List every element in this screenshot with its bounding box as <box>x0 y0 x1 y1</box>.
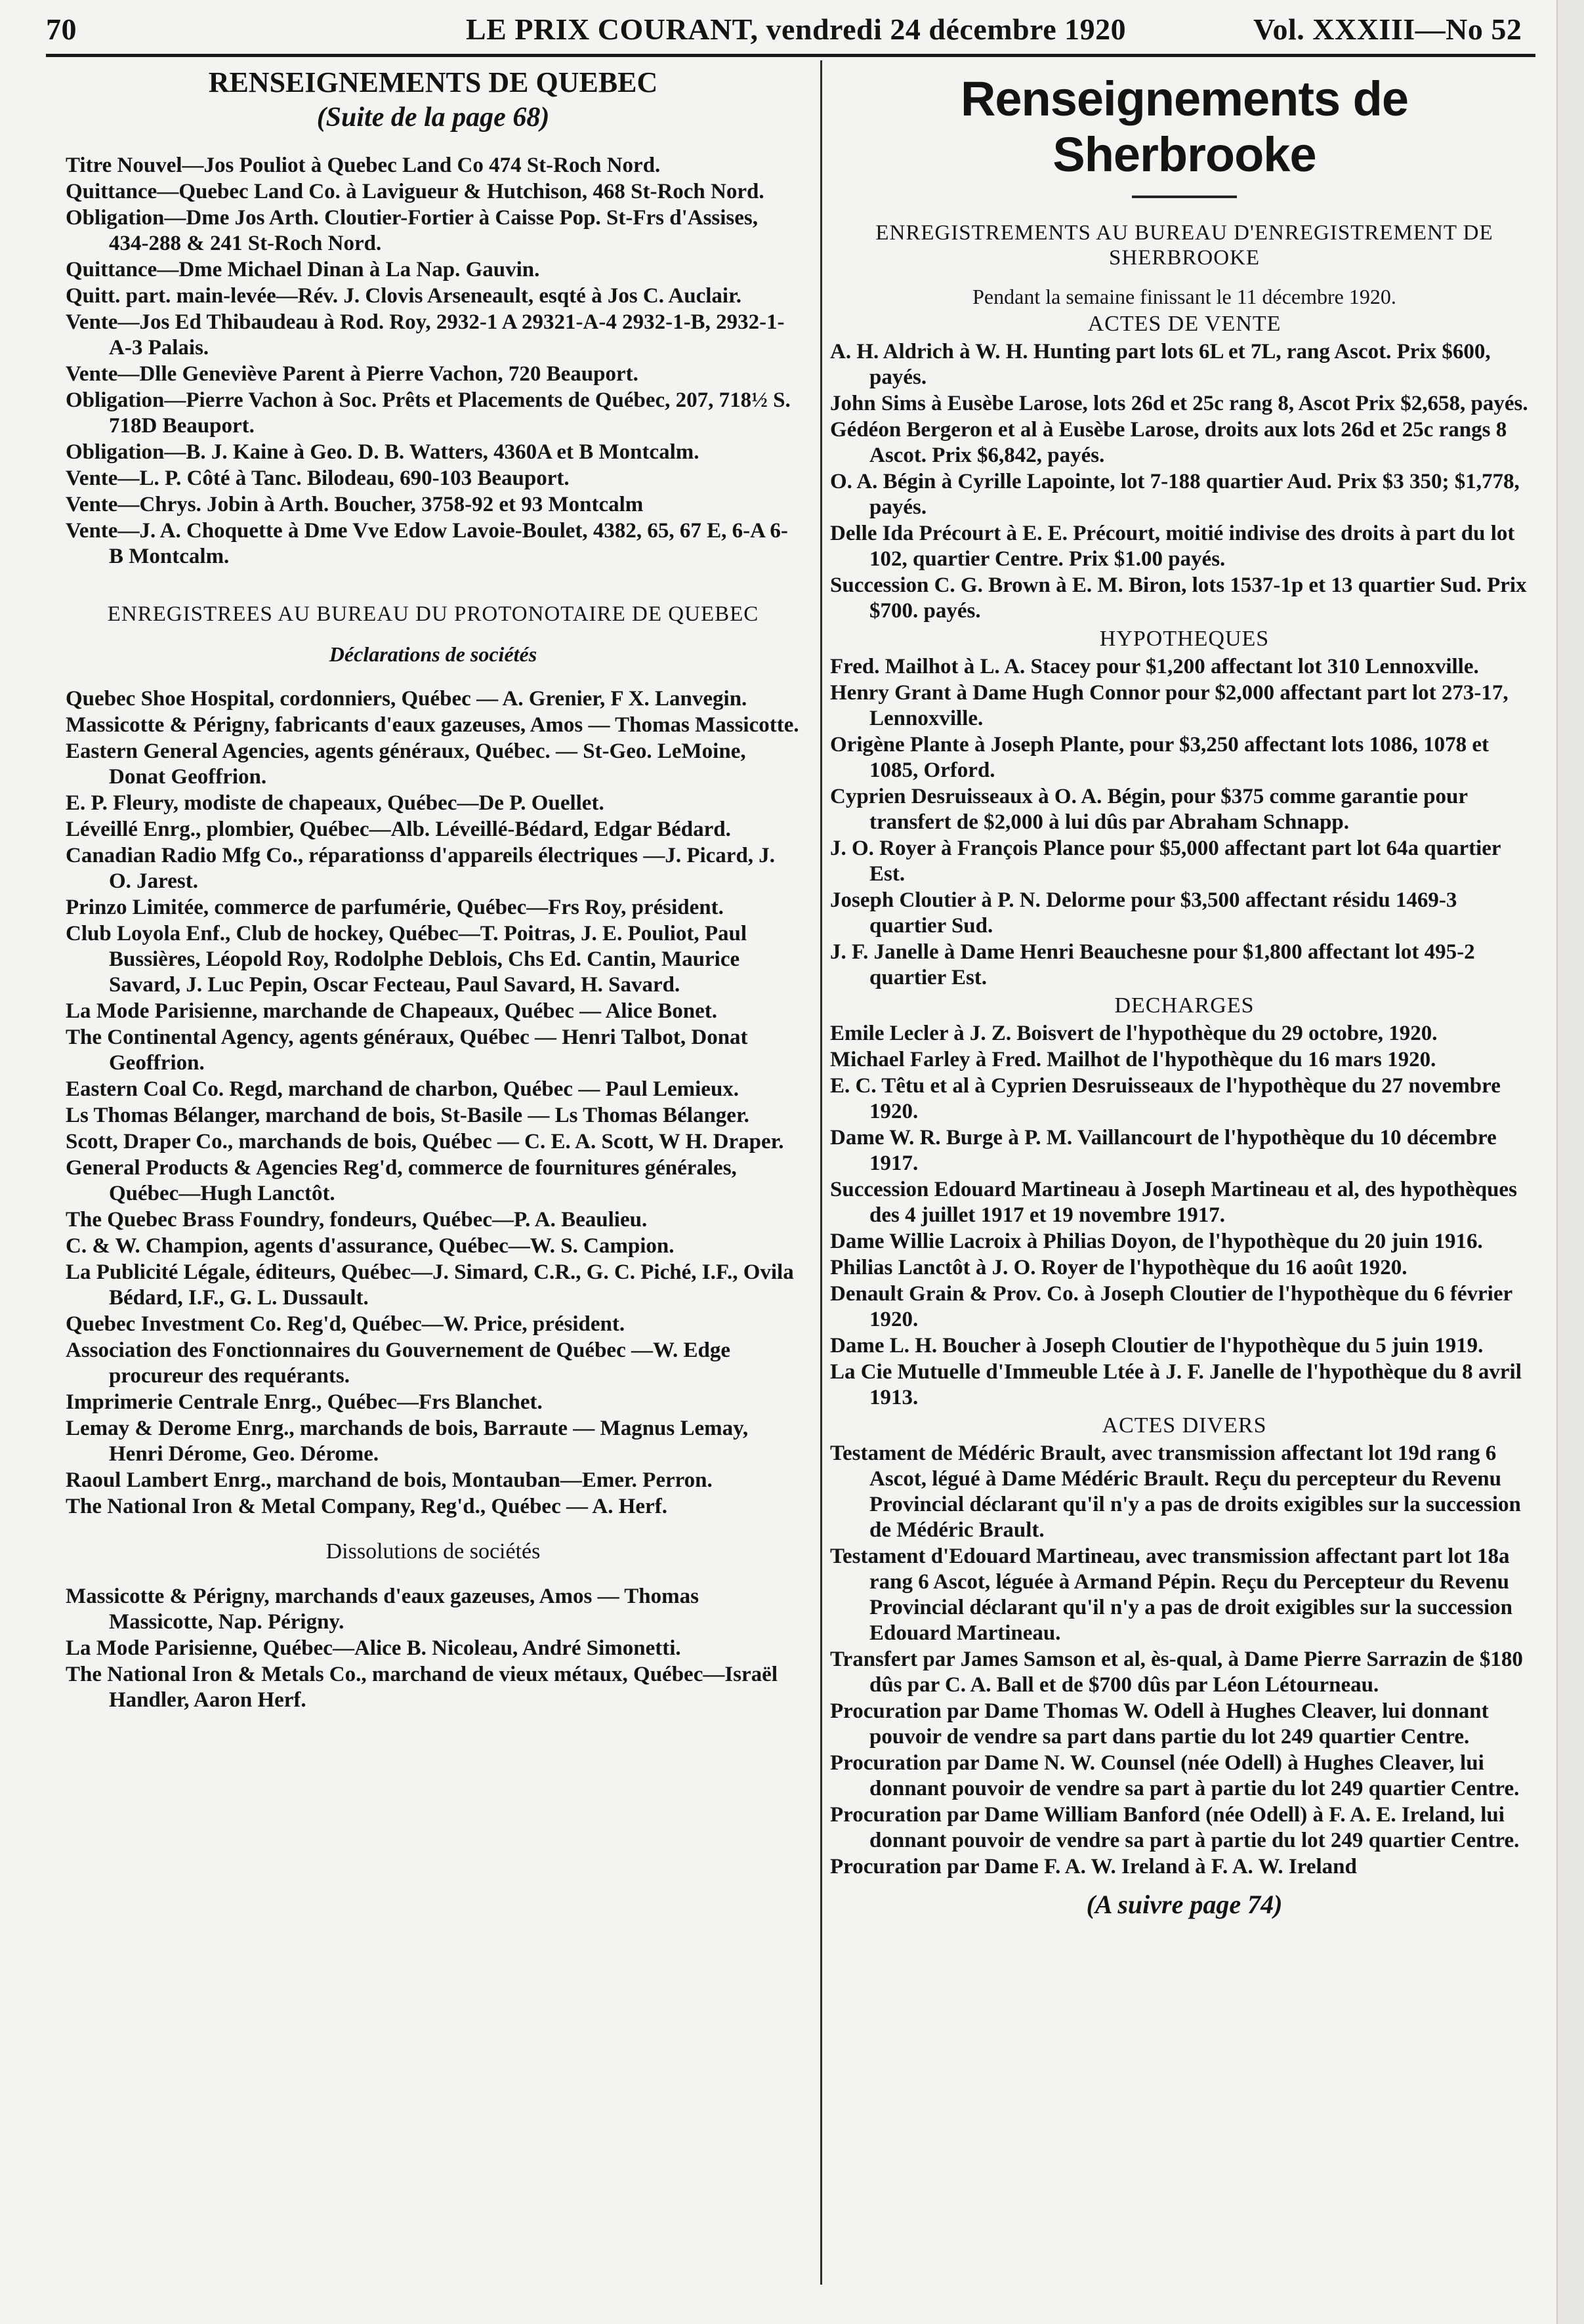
dissolutions-title: Dissolutions de sociétés <box>325 1539 541 1564</box>
list-item: John Sims à Eusèbe Larose, lots 26d et 25c rang 8, Ascot Prix $2,658, payés. <box>830 392 1528 415</box>
list-item: Raoul Lambert Enrg., marchand de bois, Montauban—Emer. Perron. <box>66 1468 713 1492</box>
list-item: Quittance—Quebec Land Co. à Lavigueur & Hutchison, 468 St-Roch Nord. <box>66 180 764 203</box>
list-item: The National Iron & Metal Company, Reg'd., Québec — A. Herf. <box>66 1495 667 1518</box>
list-item: Eastern Coal Co. Regd, marchand de charbon, Québec — Paul Lemieux. <box>66 1077 740 1101</box>
quebec-section-subtitle: (Suite de la page 68) <box>316 102 550 133</box>
ventes-title: ACTES DE VENTE <box>1087 312 1282 336</box>
list-item: Vente—Jos Ed Thibaudeau à Rod. Roy, 2932-1 A 29321-A-4 2932-1-B, 2932-1-A-3 Palais. <box>66 310 785 360</box>
decharges-title: DECHARGES <box>1114 993 1255 1018</box>
week-line: Pendant la semaine finissant le 11 décembre 1920. <box>972 285 1396 308</box>
list-item: Titre Nouvel—Jos Pouliot à Quebec Land Co 474 St-Roch Nord. <box>66 154 661 177</box>
volume-number: Vol. XXXIII—No 52 <box>1253 12 1522 46</box>
list-item: Vente—L. P. Côté à Tanc. Bilodeau, 690-103 Beauport. <box>66 467 570 490</box>
left-column <box>66 66 801 1714</box>
decharges-list <box>830 1021 1539 1411</box>
list-item: Vente—Chrys. Jobin à Arth. Boucher, 3758-92 et 93 Montcalm <box>66 493 644 516</box>
journal-title: LE PRIX COURANT, vendredi 24 décembre 1920 <box>466 12 1127 46</box>
list-item: Dame Willie Lacroix à Philias Doyon, de l'hypothèque du 20 juin 1916. <box>830 1230 1483 1253</box>
list-item: Ls Thomas Bélanger, marchand de bois, St-Basile — Ls Thomas Bélanger. <box>66 1104 749 1127</box>
list-item: Vente—Dlle Geneviève Parent à Pierre Vachon, 720 Beauport. <box>66 362 638 386</box>
divers-title: ACTES DIVERS <box>1102 1413 1267 1438</box>
list-item: Prinzo Limitée, commerce de parfumérie, Québec—Frs Roy, président. <box>66 896 724 919</box>
list-item: Succession C. G. Brown à E. M. Biron, lots 1537-1p et 13 quartier Sud. Prix $700. payés. <box>830 573 1527 623</box>
list-item: Quebec Shoe Hospital, cordonniers, Québec — A. Grenier, F X. Lanvegin. <box>66 687 747 711</box>
list-item: La Cie Mutuelle d'Immeuble Ltée à J. F. Janelle de l'hypothèque du 8 avril 1913. <box>830 1360 1522 1409</box>
divers-list <box>830 1441 1539 1880</box>
quebec-section-title: RENSEIGNEMENTS DE QUEBEC <box>208 66 658 98</box>
page-number: 70 <box>46 12 77 46</box>
hypotheques-list <box>830 654 1539 991</box>
list-item: J. F. Janelle à Dame Henri Beauchesne pour $1,800 affectant lot 495-2 quartier Est. <box>830 940 1475 989</box>
list-item: Succession Edouard Martineau à Joseph Martineau et al, des hypothèques des 4 juillet 1917 et 19 novembre 1917. <box>830 1178 1517 1227</box>
list-item: C. & W. Champion, agents d'assurance, Québec—W. S. Campion. <box>66 1234 675 1258</box>
list-item: Obligation—Pierre Vachon à Soc. Prêts et Placements de Québec, 207, 718½ S. 718D Beauport. <box>66 388 791 438</box>
list-item: E. C. Têtu et al à Cyprien Desruisseaux de l'hypothèque du 27 novembre 1920. <box>830 1074 1501 1123</box>
list-item: O. A. Bégin à Cyrille Lapointe, lot 7-188 quartier Aud. Prix $3 350; $1,778, payés. <box>830 470 1520 519</box>
list-item: Origène Plante à Joseph Plante, pour $3,250 affectant lots 1086, 1078 et 1085, Orford. <box>830 733 1489 782</box>
page-edge <box>1556 0 1584 2324</box>
list-item: Association des Fonctionnaires du Gouvernement de Québec —W. Edge procureur des requérants. <box>66 1338 730 1388</box>
list-item: Scott, Draper Co., marchands de bois, Québec — C. E. A. Scott, W H. Draper. <box>66 1130 784 1153</box>
list-item: Dame W. R. Burge à P. M. Vaillancourt de l'hypothèque du 10 décembre 1917. <box>830 1126 1497 1175</box>
list-item: Club Loyola Enf., Club de hockey, Québec—T. Poitras, J. E. Pouliot, Paul Bussières, Léopold Roy, Rodolphe Deblois, Chs Ed. Cantin, Maurice Savard, J. Luc Pepin, Oscar Fecteau, Paul Savard, H. Savard. <box>66 922 747 997</box>
ventes-list <box>830 339 1539 624</box>
list-item: Imprimerie Centrale Enrg., Québec—Frs Blanchet. <box>66 1390 543 1414</box>
list-item: Massicotte & Périgny, marchands d'eaux gazeuses, Amos — Thomas Massicotte, Nap. Périgny. <box>66 1585 699 1634</box>
list-item: Procuration par Dame Thomas W. Odell à Hughes Cleaver, lui donnant pouvoir de vendre sa part dans partie du lot 249 quartier Centre. <box>830 1699 1489 1749</box>
list-item: Dame L. H. Boucher à Joseph Cloutier de l'hypothèque du 5 juin 1919. <box>830 1334 1484 1358</box>
list-item: Joseph Cloutier à P. N. Delorme pour $3,500 affectant résidu 1469-3 quartier Sud. <box>830 888 1457 938</box>
list-item: E. P. Fleury, modiste de chapeaux, Québec—De P. Ouellet. <box>66 791 604 815</box>
list-item: La Mode Parisienne, Québec—Alice B. Nicoleau, André Simonetti. <box>66 1636 681 1660</box>
list-item: Delle Ida Précourt à E. E. Précourt, moitié indivise des droits à part du lot 102, quartier Centre. Prix $1.00 payés. <box>830 522 1515 571</box>
list-item: Procuration par Dame N. W. Counsel (née Odell) à Hughes Cleaver, lui donnant pouvoir de vendre sa part à partie du lot 249 quartier Centre. <box>830 1751 1520 1800</box>
list-item: Eastern General Agencies, agents généraux, Québec. — St-Geo. LeMoine, Donat Geoffrion. <box>66 739 746 789</box>
list-item: Quitt. part. main-levée—Rév. J. Clovis Arseneault, esqté à Jos C. Auclair. <box>66 284 741 308</box>
list-item: Denault Grain & Prov. Co. à Joseph Cloutier de l'hypothèque du 6 février 1920. <box>830 1282 1512 1331</box>
list-item: La Mode Parisienne, marchande de Chapeaux, Québec — Alice Bonet. <box>66 999 718 1023</box>
list-item: General Products & Agencies Reg'd, commerce de fournitures générales, Québec—Hugh Lanctôt. <box>66 1156 737 1205</box>
list-item: Transfert par James Samson et al, ès-qual, à Dame Pierre Sarrazin de $180 dûs par C. A. Ball et de $700 dûs par Léon Létourneau. <box>830 1648 1523 1697</box>
list-item: Procuration par Dame F. A. W. Ireland à F. A. W. Ireland <box>830 1855 1357 1878</box>
title-rule <box>1132 196 1237 198</box>
list-item: Fred. Mailhot à L. A. Stacey pour $1,200 affectant lot 310 Lennoxville. <box>830 655 1479 678</box>
bureau-title: ENREGISTREMENTS AU BUREAU D'ENREGISTREMENT DE SHERBROOKE <box>875 221 1493 270</box>
list-item: Michael Farley à Fred. Mailhot de l'hypothèque du 16 mars 1920. <box>830 1048 1436 1071</box>
header-rule <box>46 54 1535 57</box>
list-item: Henry Grant à Dame Hugh Connor pour $2,000 affectant part lot 273-17, Lennoxville. <box>830 681 1509 730</box>
list-item: Procuration par Dame William Banford (née Odell) à F. A. E. Ireland, lui donnant pouvoir de vendre sa part à partie du lot 249 quartier Centre. <box>830 1803 1520 1852</box>
list-item: Obligation—B. J. Kaine à Geo. D. B. Watters, 4360A et B Montcalm. <box>66 440 699 464</box>
list-item: The Quebec Brass Foundry, fondeurs, Québec—P. A. Beaulieu. <box>66 1208 648 1232</box>
list-item: Quebec Investment Co. Reg'd, Québec—W. Price, président. <box>66 1312 625 1336</box>
list-item: Testament de Médéric Brault, avec transmission affectant lot 19d rang 6 Ascot, légué à Dame Médéric Brault. Reçu du percepteur du Revenu Provincial déclarant qu'il n'y a pas de droits exigibles sur la succession de Médéric Brault. <box>830 1442 1521 1542</box>
dissolutions-list <box>66 1584 801 1713</box>
list-item: Léveillé Enrg., plombier, Québec—Alb. Léveillé-Bédard, Edgar Bédard. <box>66 818 731 841</box>
list-item: The National Iron & Metals Co., marchand de vieux métaux, Québec—Israël Handler, Aaron Herf. <box>66 1663 778 1712</box>
hypotheques-title: HYPOTHEQUES <box>1099 627 1270 651</box>
list-item: Canadian Radio Mfg Co., réparationss d'appareils électriques —J. Picard, J. O. Jarest. <box>66 844 776 893</box>
list-item: La Publicité Légale, éditeurs, Québec—J. Simard, C.R., G. C. Piché, I.F., Ovila Bédard, I.F., G. L. Dussault. <box>66 1260 794 1310</box>
protonotaire-title: ENREGISTREES AU BUREAU DU PROTONOTAIRE DE QUEBEC <box>107 602 759 626</box>
list-item: Emile Lecler à J. Z. Boisvert de l'hypothèque du 29 octobre, 1920. <box>830 1022 1438 1045</box>
list-item: Testament d'Edouard Martineau, avec transmission affectant part lot 18a rang 6 Ascot, léguée à Armand Pépin. Reçu du Percepteur du Revenu Provincial déclarant qu'il n'y a pas de droit exigibles sur la succession Edouard Martineau. <box>830 1545 1513 1645</box>
list-item: J. O. Royer à François Plance pour $5,000 affectant part lot 64a quartier Est. <box>830 837 1501 886</box>
quebec-entries <box>66 153 801 570</box>
list-item: Massicotte & Périgny, fabricants d'eaux gazeuses, Amos — Thomas Massicotte. <box>66 713 799 737</box>
page-header <box>46 8 1535 52</box>
sherbrooke-section-title: Renseignements de Sherbrooke <box>960 72 1409 182</box>
list-item: Quittance—Dme Michael Dinan à La Nap. Gauvin. <box>66 258 540 281</box>
list-item: Vente—J. A. Choquette à Dme Vve Edow Lavoie-Boulet, 4382, 65, 67 E, 6-A 6-B Montcalm. <box>66 519 788 568</box>
declarations-list <box>66 686 801 1520</box>
list-item: Cyprien Desruisseaux à O. A. Bégin, pour $375 comme garantie pour transfert de $2,000 à lui dûs par Abraham Schnapp. <box>830 785 1468 834</box>
list-item: Gédéon Bergeron et al à Eusèbe Larose, droits aux lots 26d et 25c rangs 8 Ascot. Prix $6,842, payés. <box>830 418 1507 467</box>
list-item: A. H. Aldrich à W. H. Hunting part lots 6L et 7L, rang Ascot. Prix $600, payés. <box>830 340 1491 389</box>
declarations-title: Déclarations de sociétés <box>329 642 537 666</box>
continued-note: (A suivre page 74) <box>1086 1890 1283 1919</box>
list-item: Obligation—Dme Jos Arth. Cloutier-Fortier à Caisse Pop. St-Frs d'Assises, 434-288 & 241 St-Roch Nord. <box>66 206 759 255</box>
column-rule <box>820 60 822 2285</box>
right-column <box>830 66 1539 1920</box>
list-item: Philias Lanctôt à J. O. Royer de l'hypothèque du 16 août 1920. <box>830 1256 1407 1279</box>
list-item: Lemay & Derome Enrg., marchands de bois, Barraute — Magnus Lemay, Henri Dérome, Geo. Dérome. <box>66 1417 749 1466</box>
list-item: The Continental Agency, agents généraux, Québec — Henri Talbot, Donat Geoffrion. <box>66 1026 748 1075</box>
